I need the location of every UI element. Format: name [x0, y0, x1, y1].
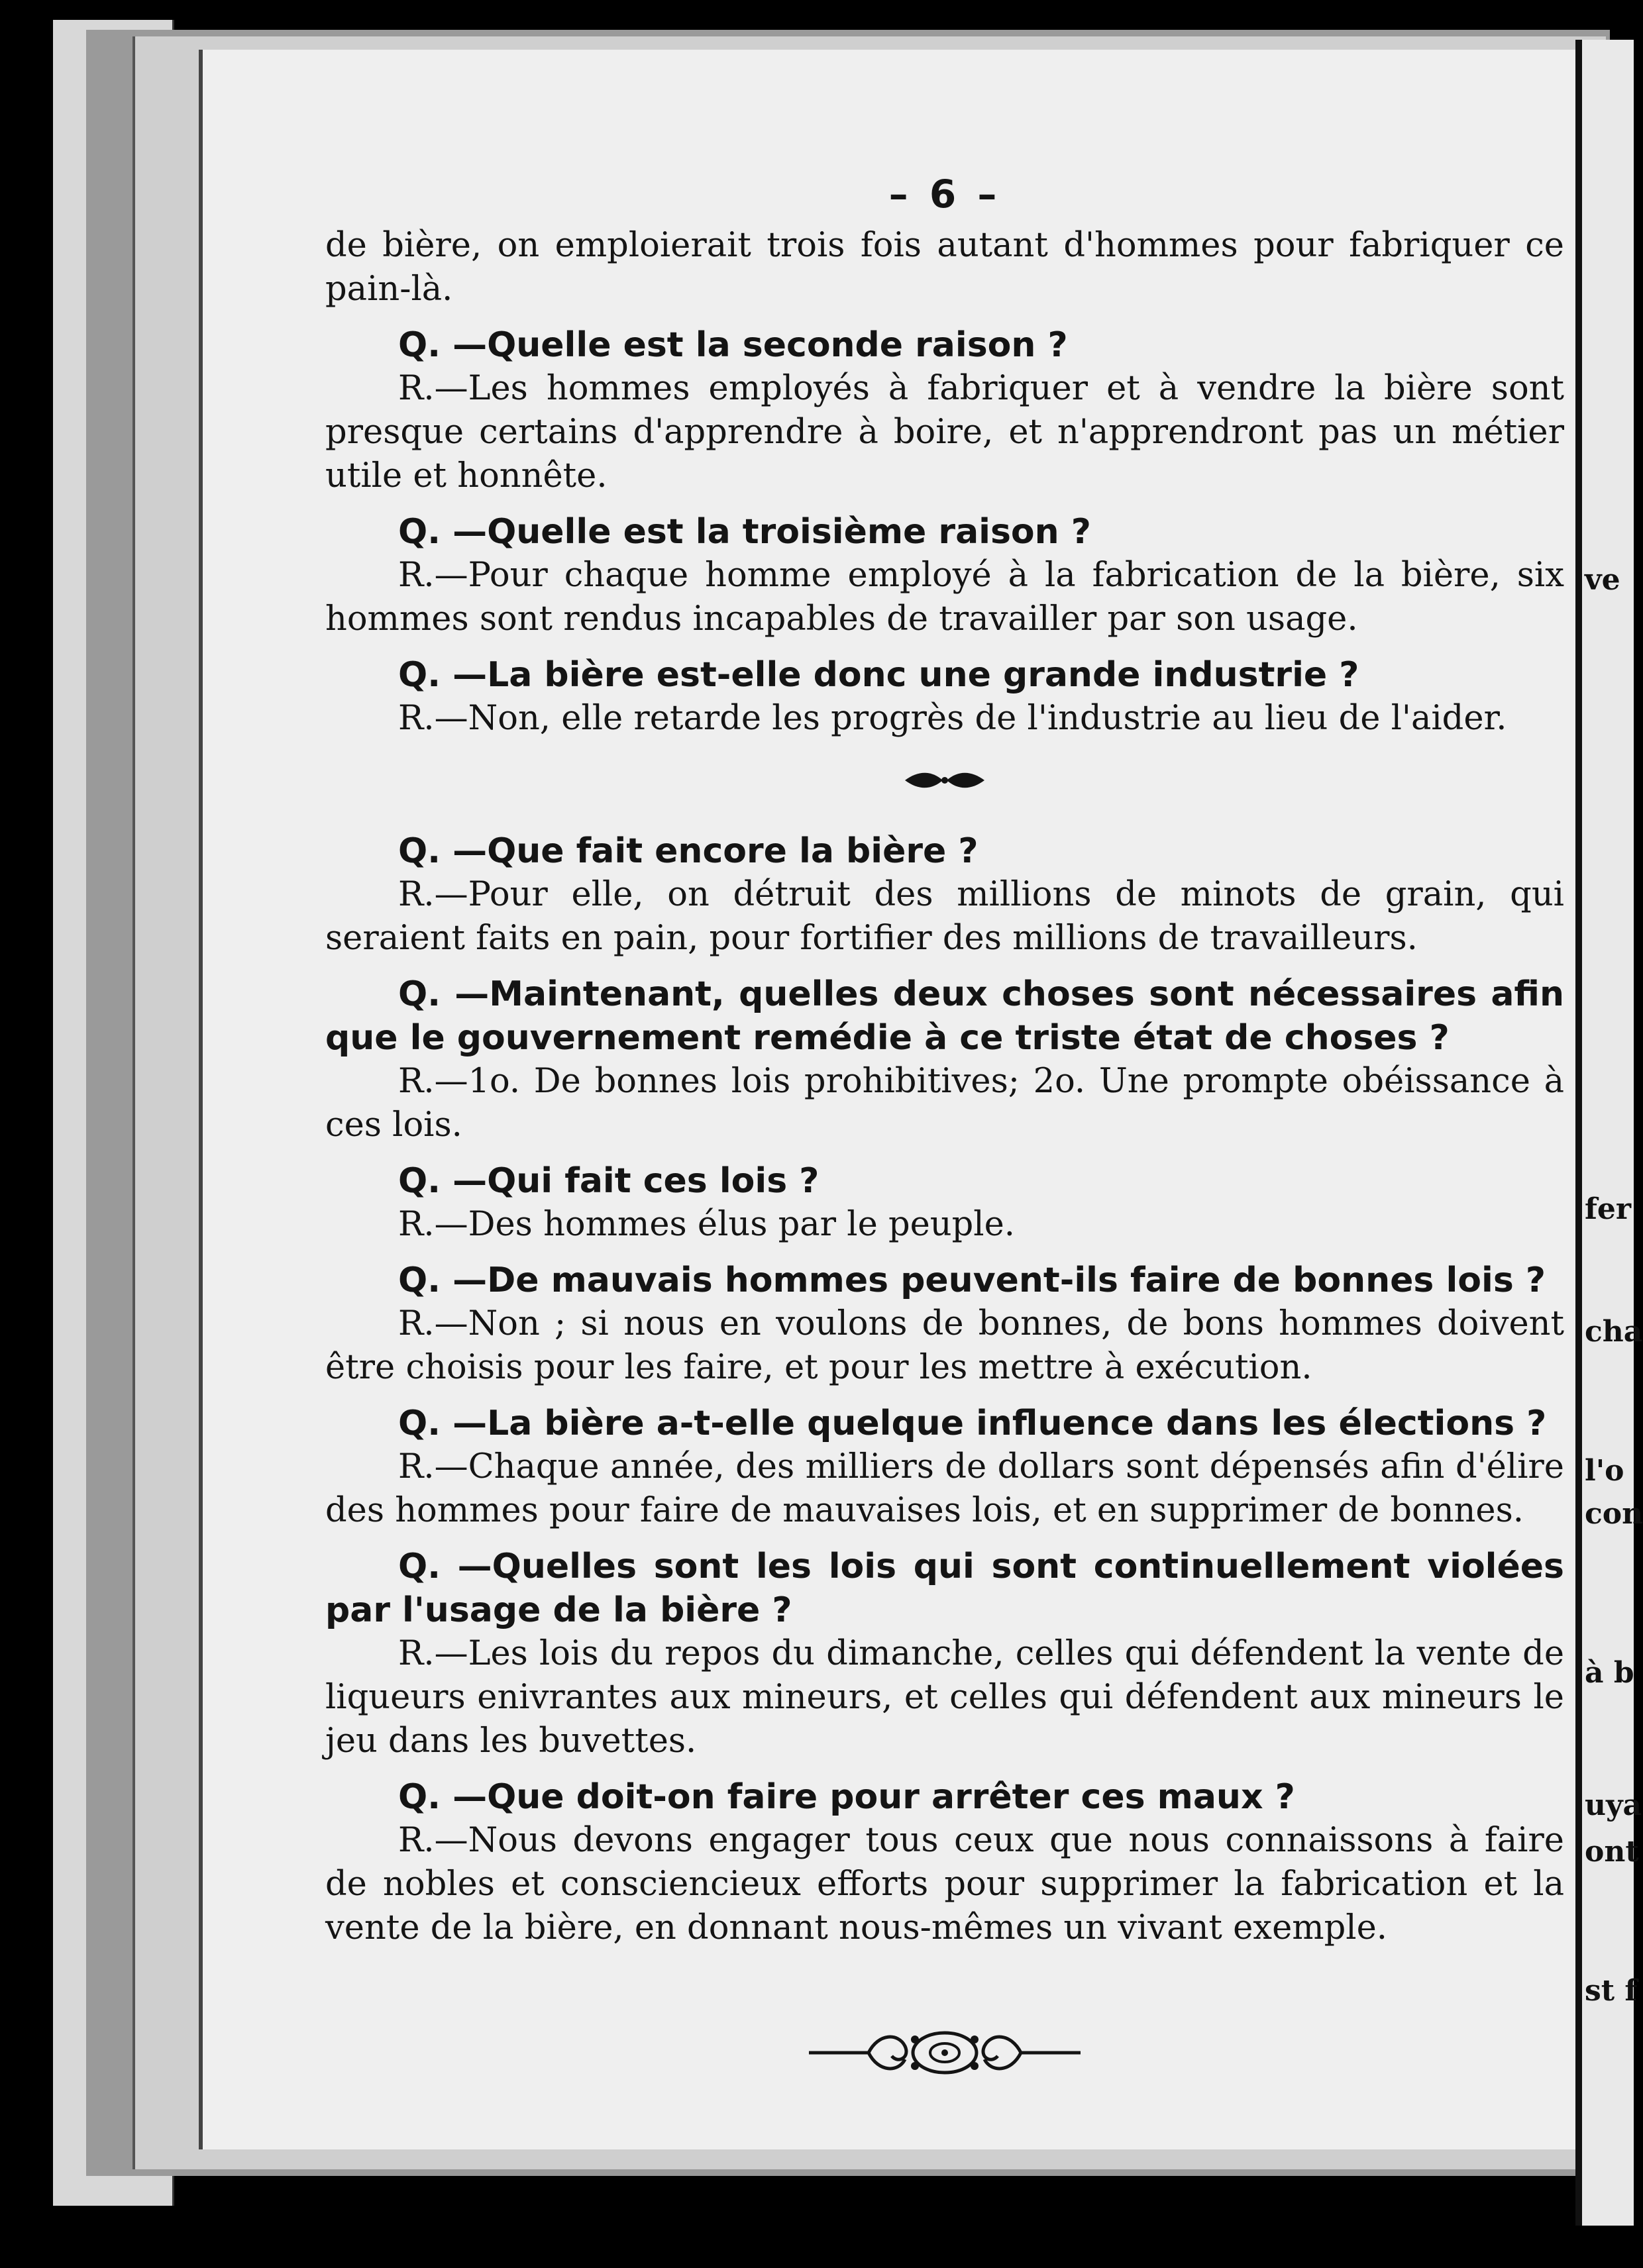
margin-fragment: à b [1585, 1656, 1634, 1690]
page-number: – 6 – [888, 172, 1001, 217]
qa-item [325, 829, 1564, 960]
adjacent-page-edge [1575, 40, 1643, 2226]
question: Q. —Quelle est la troisième raison ? [398, 512, 1091, 552]
answer: R.—Des hommes élus par le peuple. [398, 1205, 1015, 1244]
document-page [199, 50, 1611, 2149]
answer: R.—Pour chaque homme employé à la fabrication de la bière, six hommes sont rendus incapables de travailler par son usage. [325, 556, 1564, 639]
intro-paragraph: de bière, on emploierait trois fois autant d'hommes pour fabriquer ce pain-là. [325, 226, 1564, 309]
question: Q. —Quelle est la seconde raison ? [398, 325, 1068, 365]
question: Q. —Qui fait ces lois ? [398, 1161, 820, 1201]
section-divider-ornament [325, 759, 1564, 803]
question: Q. —Que doit-on faire pour arrêter ces maux ? [398, 1777, 1295, 1817]
answer: R.—Les hommes employés à fabriquer et à vendre la bière sont presque certains d'apprendre à boire, et n'apprendront pas un métier utile et honnête. [325, 369, 1564, 495]
question: Q. —Maintenant, quelles deux choses sont nécessaires afin que le gouvernement remédie à ce triste état de choses ? [325, 974, 1564, 1058]
qa-item [325, 1402, 1564, 1533]
margin-fragment: st f [1585, 1974, 1638, 2008]
answer: R.—1o. De bonnes lois prohibitives; 2o. Une prompte obéissance à ces lois. [325, 1062, 1564, 1145]
ornament-icon [902, 769, 988, 792]
question: Q. —La bière est-elle donc une grande industrie ? [398, 655, 1359, 695]
flourish-icon [806, 2023, 1084, 2083]
page-content [325, 172, 1564, 2094]
qa-item [325, 1545, 1564, 1763]
question: Q. —La bière a-t-elle quelque influence dans les élections ? [398, 1404, 1547, 1443]
margin-fragment: uya [1585, 1788, 1642, 1822]
answer: R.—Non, elle retarde les progrès de l'industrie au lieu de l'aider. [398, 699, 1507, 738]
question: Q. —De mauvais hommes peuvent-ils faire de bonnes lois ? [398, 1261, 1546, 1300]
margin-fragment: ont [1585, 1835, 1639, 1869]
answer: R.—Les lois du repos du dimanche, celles qui défendent la vente de liqueurs enivrantes aux mineurs, et celles qui défendent aux mineurs le jeu dans les buvettes. [325, 1634, 1564, 1761]
qa-section-2 [325, 829, 1564, 1950]
margin-fragment: cha [1585, 1315, 1643, 1349]
qa-item [325, 1259, 1564, 1390]
margin-fragment: fer [1585, 1192, 1632, 1226]
answer: R.—Pour elle, on détruit des millions de minots de grain, qui seraient faits en pain, pour fortifier des millions de travailleurs. [325, 875, 1564, 958]
margin-fragment: l'o [1585, 1454, 1624, 1488]
answer: R.—Nous devons engager tous ceux que nous connaissons à faire de nobles et consciencieux efforts pour supprimer la fabrication et la vente de la bière, en donnant nous-mêmes un vivant exemple. [325, 1821, 1564, 1947]
question: Q. —Que fait encore la bière ? [398, 831, 979, 871]
question: Q. —Quelles sont les lois qui sont continuellement violées par l'usage de la bière ? [325, 1547, 1564, 1630]
qa-item [325, 653, 1564, 741]
qa-item [325, 1775, 1564, 1950]
qa-item [325, 972, 1564, 1147]
end-ornament [325, 2023, 1564, 2094]
qa-item [325, 1159, 1564, 1247]
qa-section-1 [325, 323, 1564, 741]
answer: R.—Chaque année, des milliers de dollars sont dépensés afin d'élire des hommes pour faire de mauvaises lois, et en supprimer de bonnes. [325, 1447, 1564, 1530]
answer: R.—Non ; si nous en voulons de bonnes, de bons hommes doivent être choisis pour les faire, et pour les mettre à exécution. [325, 1304, 1564, 1387]
qa-item [325, 323, 1564, 498]
qa-item [325, 510, 1564, 641]
margin-fragment: con [1585, 1497, 1643, 1531]
margin-fragment: ve [1585, 563, 1620, 597]
